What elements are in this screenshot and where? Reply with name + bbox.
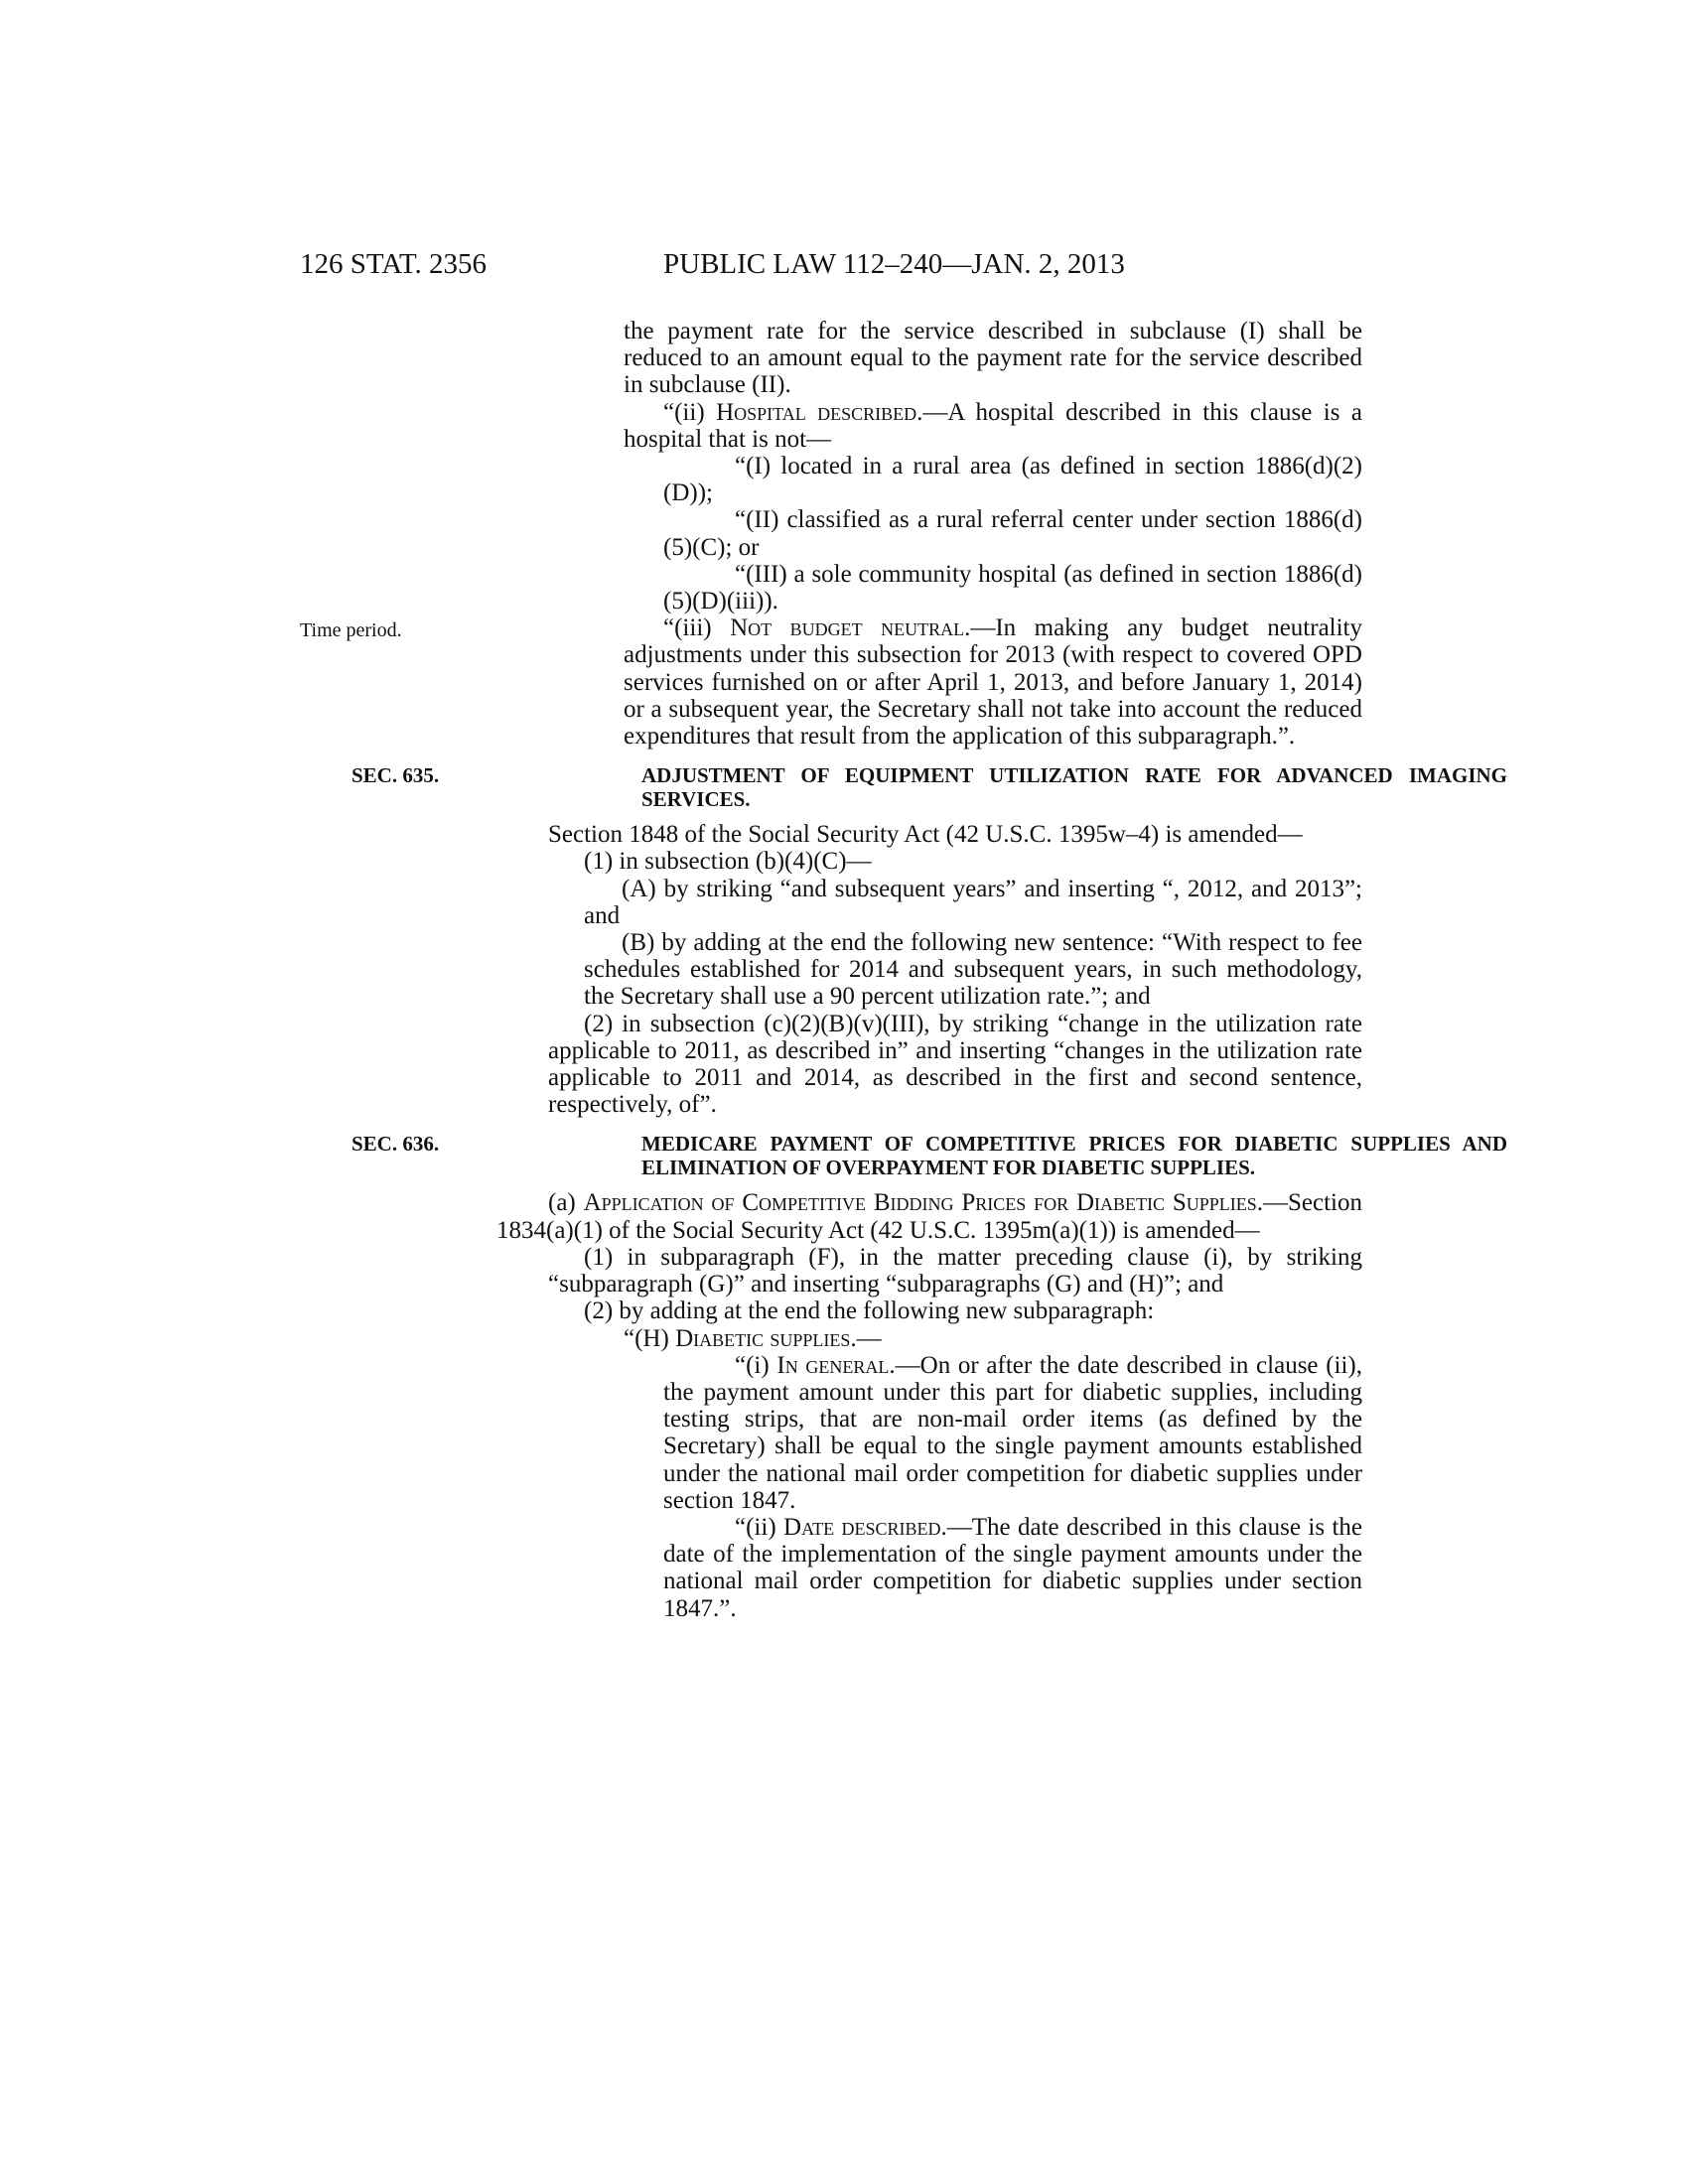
paragraph-diabetic-supplies: “(H) Diabetic supplies.—	[624, 1324, 882, 1352]
paragraph-item-A: (A) by striking “and subsequent years” and inserting “, 2012, and 2013”; and	[584, 875, 1362, 929]
subclause-I: “(I) located in a rural area (as defined in section 1886(d)(2)(D));	[663, 453, 1362, 507]
paragraph-amend-2: (2) by adding at the end the following new subparagraph:	[584, 1297, 1155, 1325]
paragraph-amend-1: (1) in subparagraph (F), in the matter preceding clause (i), by striking “subparagraph (G)” and inserting “subparagraphs (G) and (H)”; and	[548, 1243, 1362, 1298]
page-header	[0, 248, 1688, 288]
paragraph-payment-rate: the payment rate for the service described in subclause (I) shall be reduced to an amount equal to the payment rate for the service described in subclause (II).	[624, 318, 1362, 399]
paragraph-date-described: “(ii) Date described.—The date described in this clause is the date of the implementation of the single payment amounts under the national mail order competition for diabetic supplies under section 1847.”.	[663, 1513, 1362, 1622]
paragraph-in-general: “(i) In general.—On or after the date described in clause (ii), the payment amount under this part for diabetic supplies, including testing strips, that are non-mail order items (as defined by the Secretary) shall be equal to the single payment amounts established under the national mail order competition for diabetic supplies under section 1847.	[663, 1351, 1363, 1514]
main-text	[0, 318, 1688, 1622]
section-heading-636: SEC. 636. MEDICARE PAYMENT OF COMPETITIVE PRICES FOR DIABETIC SUPPLIES AND ELIMINATION OF OVERPAYMENT FOR DIABETIC SUPPLIES.	[352, 1132, 1507, 1180]
paragraph-subsection-a: (a) Application of Competitive Bidding Prices for Diabetic Supplies.—Section 1834(a)(1) of the Social Security Act (42 U.S.C. 1395m(a)(1)) is amended—	[496, 1189, 1362, 1244]
paragraph-item-2: (2) in subsection (c)(2)(B)(v)(III), by striking “change in the utilization rate applicable to 2011, as described in” and inserting “changes in the utilization rate applicable to 2011 and 2014, as described in the first and second sentence, respectively, of”.	[548, 1010, 1362, 1119]
subclause-III: “(III) a sole community hospital (as defined in section 1886(d)(5)(D)(iii)).	[663, 560, 1362, 615]
margin-note-time-period: Time period.	[300, 619, 402, 641]
paragraph-section-1848: Section 1848 of the Social Security Act (42 U.S.C. 1395w–4) is amended—	[548, 821, 1303, 849]
paragraph-not-budget-neutral: “(iii) Not budget neutral.—In making any budget neutrality adjustments under this subsection for 2013 (with respect to covered OPD services furnished on or after April 1, 2013, and before January 1, 2014) or a subsequent year, the Secretary shall not take into account the reduced expenditures that result from the application of this subparagraph.”.	[624, 614, 1362, 751]
paragraph-item-1: (1) in subsection (b)(4)(C)—	[584, 848, 872, 876]
section-heading-635: SEC. 635. ADJUSTMENT OF EQUIPMENT UTILIZATION RATE FOR ADVANCED IMAGING SERVICES.	[352, 763, 1507, 812]
running-title: PUBLIC LAW 112–240—JAN. 2, 2013	[663, 248, 1125, 280]
paragraph-item-B: (B) by adding at the end the following new sentence: “With respect to fee schedules established for 2014 and subsequent years, in such methodology, the Secretary shall use a 90 percent utilization rate.”; and	[584, 929, 1362, 1011]
statute-page-number: 126 STAT. 2356	[300, 248, 488, 280]
subclause-II: “(II) classified as a rural referral center under section 1886(d)(5)(C); or	[663, 506, 1362, 561]
paragraph-hospital-described: “(ii) Hospital described.—A hospital described in this clause is a hospital that is not—	[624, 398, 1362, 453]
